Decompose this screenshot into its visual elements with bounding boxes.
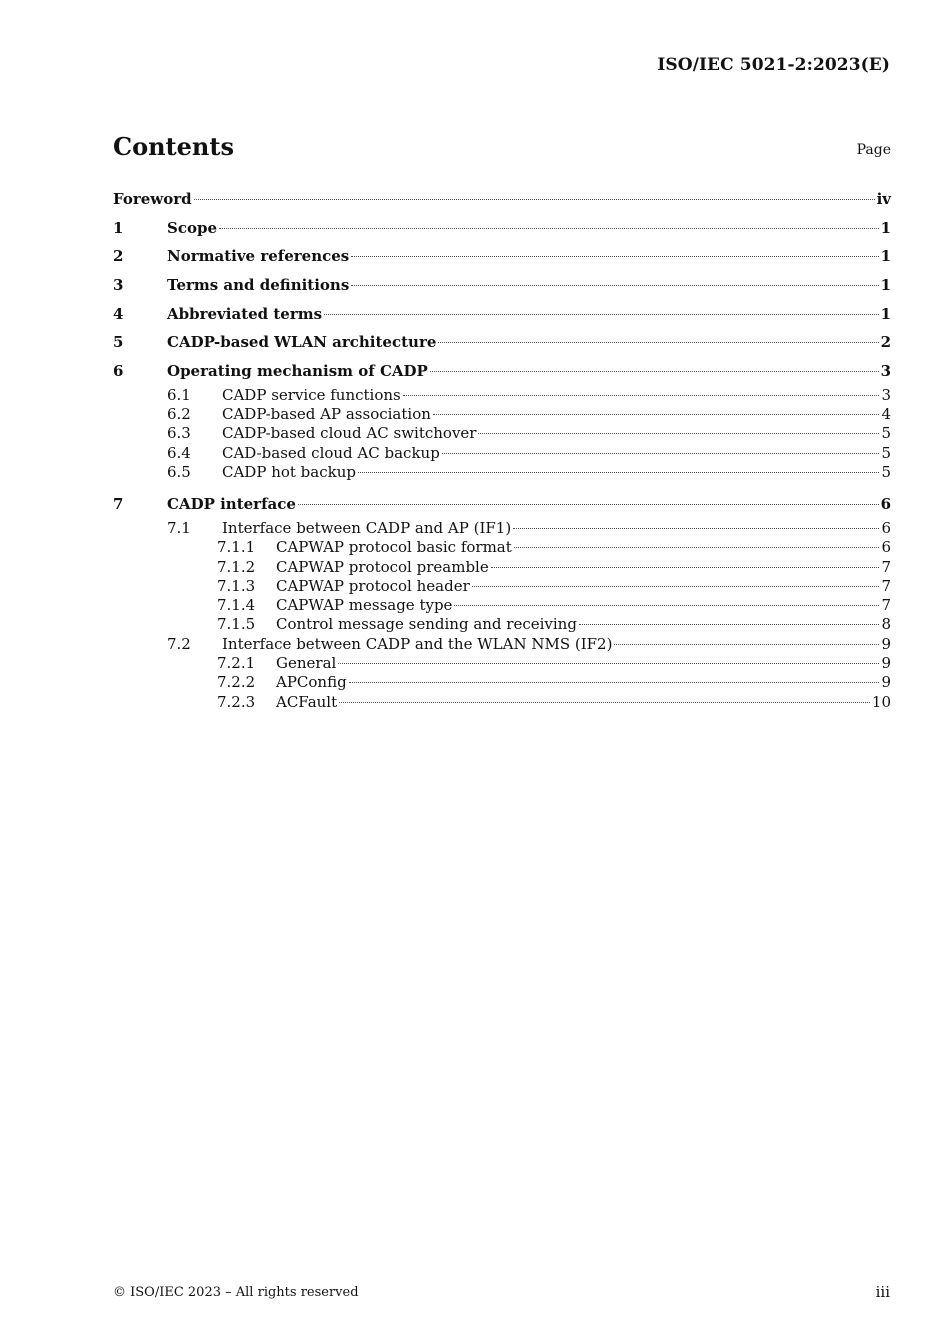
toc-entry-number: 4 xyxy=(113,304,124,323)
toc-entry-number: 7.1.5 xyxy=(217,615,256,634)
dot-leader xyxy=(430,371,879,372)
toc-entry-title: Abbreviated terms xyxy=(167,304,323,323)
toc-entry-title: Scope xyxy=(167,218,218,237)
toc-entry-number: 7.1.1 xyxy=(217,538,256,557)
toc-entry-foreword[interactable] xyxy=(113,185,891,214)
toc-entry-page: 7 xyxy=(881,576,891,595)
toc-entry-number: 2 xyxy=(113,247,124,266)
toc-entry-number: 7.2.1 xyxy=(217,654,256,673)
toc-entry-number: 6 xyxy=(113,362,124,381)
toc-entry-number: 6.2 xyxy=(167,405,191,424)
toc-entry-7-1-4[interactable] xyxy=(113,596,891,615)
dot-leader xyxy=(491,567,880,568)
toc-entry-title: CADP-based WLAN architecture xyxy=(167,333,437,352)
toc-entry-number: 7.1.2 xyxy=(217,557,256,576)
toc-entry-7-2-1[interactable] xyxy=(113,654,891,673)
toc-entry-title: CADP service functions xyxy=(222,385,401,404)
dot-leader xyxy=(349,682,880,683)
toc-entry-page: 7 xyxy=(881,557,891,576)
toc-entry-page: 6 xyxy=(881,518,891,537)
dot-leader xyxy=(514,547,880,548)
toc-entry-page: 4 xyxy=(881,405,891,424)
toc-entry-page: 9 xyxy=(881,673,891,692)
toc-entry-title: Control message sending and receiving xyxy=(276,615,577,634)
toc-entry-title: Operating mechanism of CADP xyxy=(167,362,428,381)
toc-entry-6-4[interactable] xyxy=(113,444,891,463)
dot-leader xyxy=(219,228,879,229)
toc-entry-page: 10 xyxy=(871,692,891,711)
toc-entry-title: CAD-based cloud AC backup xyxy=(222,443,440,462)
toc-entry-page: 9 xyxy=(881,634,891,653)
toc-entry-2[interactable] xyxy=(113,242,891,271)
dot-leader xyxy=(403,395,880,396)
dot-leader xyxy=(298,504,879,505)
toc-entry-6-3[interactable] xyxy=(113,424,891,443)
toc-entry-title: ACFault xyxy=(276,692,338,711)
dot-leader xyxy=(351,285,878,286)
toc-entry-page: 1 xyxy=(880,218,891,237)
dot-leader xyxy=(438,342,878,343)
dot-leader xyxy=(339,702,870,703)
toc-entry-7-1-2[interactable] xyxy=(113,558,891,577)
toc-entry-title: CADP hot backup xyxy=(222,463,356,481)
dot-leader xyxy=(513,528,879,529)
toc-entry-page: 9 xyxy=(881,654,891,673)
toc-entry-page: 3 xyxy=(880,362,891,381)
toc-entry-number: 6.5 xyxy=(167,463,191,481)
toc-entry-page: 5 xyxy=(881,443,891,462)
toc-entry-title: Normative references xyxy=(167,247,350,266)
dot-leader xyxy=(324,314,878,315)
page-number: iii xyxy=(875,1283,890,1301)
toc-entry-6-5[interactable] xyxy=(113,463,891,482)
toc-entry-6-1[interactable] xyxy=(113,386,891,405)
toc-entry-title: General xyxy=(276,654,337,673)
toc-entry-title: CAPWAP protocol preamble xyxy=(276,557,489,576)
toc-entry-page: 7 xyxy=(881,596,891,615)
page-column-label: Page xyxy=(856,142,891,158)
toc-entry-title: CAPWAP protocol header xyxy=(276,576,470,595)
toc-entry-page: 5 xyxy=(881,463,891,481)
dot-leader xyxy=(358,472,879,473)
toc-entry-title: Terms and definitions xyxy=(167,276,350,295)
toc-entry-number: 7 xyxy=(113,495,124,514)
dot-leader xyxy=(338,663,879,664)
toc-entry-3[interactable] xyxy=(113,271,891,300)
toc-entry-number: 6.4 xyxy=(167,443,191,462)
toc-entry-title: CADP-based cloud AC switchover xyxy=(222,424,477,443)
toc-entry-page: 3 xyxy=(881,385,891,404)
dot-leader xyxy=(351,256,878,257)
toc-entry-title: CADP-based AP association xyxy=(222,405,431,424)
toc-entry-7-2-3[interactable] xyxy=(113,693,891,712)
dot-leader xyxy=(442,453,880,454)
toc-entry-7[interactable] xyxy=(113,490,891,519)
toc-entry-page: 1 xyxy=(880,247,891,266)
toc-entry-number: 7.1.3 xyxy=(217,576,256,595)
toc-entry-title: Interface between CADP and AP (IF1) xyxy=(222,518,512,537)
toc-entry-title: APConfig xyxy=(276,673,347,692)
toc-entry-7-1[interactable] xyxy=(113,519,891,538)
toc-entry-title: CADP interface xyxy=(167,495,296,514)
toc-entry-page: 6 xyxy=(880,495,891,514)
toc-entry-7-1-5[interactable] xyxy=(113,615,891,634)
document-identifier: ISO/IEC 5021-2:2023(E) xyxy=(657,55,890,75)
toc-entry-page: 2 xyxy=(880,333,891,352)
toc-entry-6-2[interactable] xyxy=(113,405,891,424)
table-of-contents xyxy=(113,185,891,712)
dot-leader xyxy=(454,605,879,606)
dot-leader xyxy=(614,644,879,645)
toc-entry-title: CAPWAP message type xyxy=(276,596,453,615)
toc-entry-number: 7.2.2 xyxy=(217,673,256,692)
toc-entry-number: 3 xyxy=(113,276,124,295)
toc-entry-title: Interface between CADP and the WLAN NMS (IF2) xyxy=(222,634,613,653)
toc-entry-6[interactable] xyxy=(113,357,891,386)
toc-entry-number: 6.1 xyxy=(167,385,191,404)
dot-leader xyxy=(433,414,880,415)
dot-leader xyxy=(478,433,879,434)
toc-entry-4[interactable] xyxy=(113,300,891,329)
toc-entry-title: CAPWAP protocol basic format xyxy=(276,538,512,557)
copyright-notice: © ISO/IEC 2023 – All rights reserved xyxy=(113,1285,359,1300)
toc-entry-7-2[interactable] xyxy=(113,635,891,654)
toc-entry-number: 7.1 xyxy=(167,518,191,537)
toc-entry-page: 8 xyxy=(881,615,891,634)
toc-entry-page: 1 xyxy=(880,276,891,295)
toc-entry-number: 1 xyxy=(113,218,124,237)
toc-entry-number: 5 xyxy=(113,333,124,352)
toc-entry-number: 7.1.4 xyxy=(217,596,256,615)
toc-entry-7-2-2[interactable] xyxy=(113,673,891,692)
contents-heading: Contents xyxy=(113,132,234,161)
toc-entry-page: 5 xyxy=(881,424,891,443)
toc-entry-title: Foreword xyxy=(113,190,192,208)
toc-entry-7-1-3[interactable] xyxy=(113,577,891,596)
toc-entry-number: 7.2.3 xyxy=(217,692,256,711)
toc-entry-number: 6.3 xyxy=(167,424,191,443)
dot-leader xyxy=(194,199,875,200)
toc-entry-1[interactable] xyxy=(113,214,891,243)
dot-leader xyxy=(579,624,880,625)
toc-entry-number: 7.2 xyxy=(167,634,191,653)
dot-leader xyxy=(472,586,880,587)
toc-entry-page: 6 xyxy=(881,538,891,557)
toc-entry-5[interactable] xyxy=(113,328,891,357)
toc-entry-page: 1 xyxy=(880,304,891,323)
toc-entry-page: iv xyxy=(876,190,891,208)
toc-entry-7-1-1[interactable] xyxy=(113,538,891,557)
